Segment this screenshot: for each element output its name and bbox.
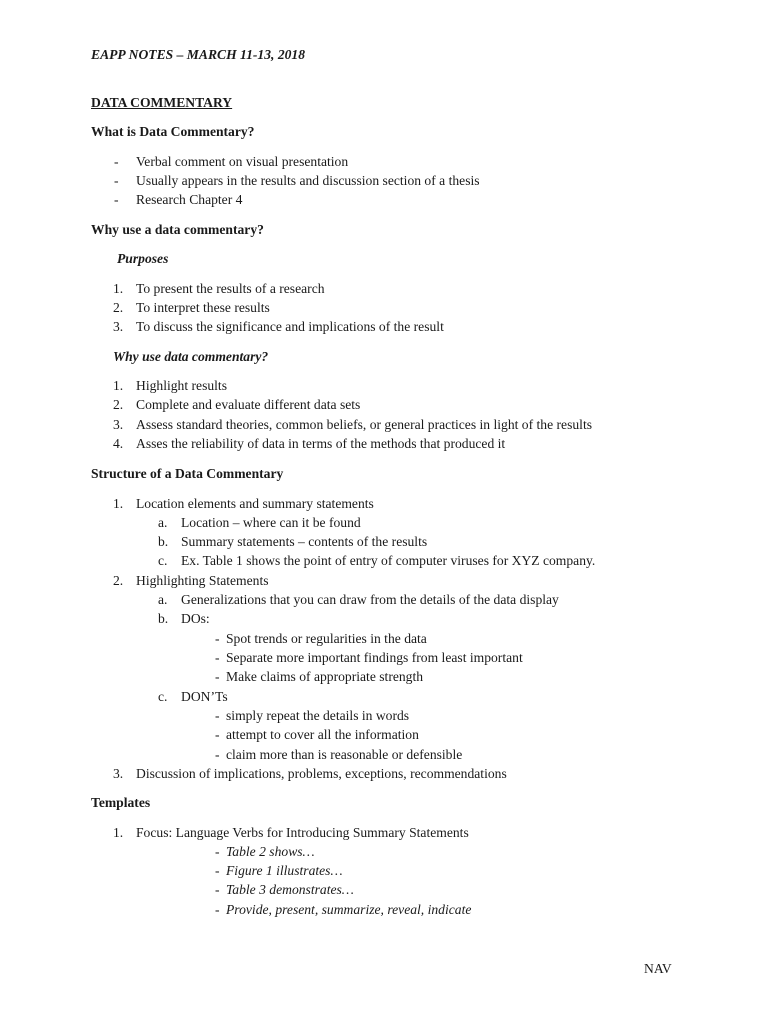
heading-structure: Structure of a Data Commentary [91, 466, 284, 481]
heading-templates: Templates [91, 795, 151, 810]
list-number: 4. [113, 436, 124, 451]
subheading-purposes: Purposes [117, 251, 169, 266]
bullet-dash: - [215, 882, 220, 897]
bullet-dash: - [215, 727, 220, 742]
bullet-dash: - [215, 902, 220, 917]
list-item: Table 2 shows… [226, 844, 315, 859]
list-number: 2. [113, 397, 124, 412]
bullet-dash: - [215, 708, 220, 723]
list-number: 2. [113, 573, 124, 588]
list-number: 2. [113, 300, 124, 315]
bullet-dash: - [215, 747, 220, 762]
list-number: 3. [113, 766, 124, 781]
list-item: claim more than is reasonable or defensible [226, 747, 463, 762]
list-item: attempt to cover all the information [226, 727, 419, 742]
list-letter: a. [158, 515, 168, 530]
list-item: Research Chapter 4 [136, 192, 243, 207]
list-item: Summary statements – contents of the results [181, 534, 428, 549]
bullet-dash: - [114, 154, 119, 169]
bullet-dash: - [215, 650, 220, 665]
list-number: 1. [113, 496, 124, 511]
subheading-why: Why use data commentary? [113, 349, 269, 364]
list-letter: a. [158, 592, 168, 607]
list-letter: c. [158, 553, 168, 568]
list-item: Table 3 demonstrates… [226, 882, 354, 897]
list-item: Location elements and summary statements [136, 496, 374, 511]
heading-why-use: Why use a data commentary? [91, 222, 264, 237]
bullet-dash: - [114, 192, 119, 207]
section-title: DATA COMMENTARY [91, 95, 233, 110]
list-item: Generalizations that you can draw from the details of the data display [181, 592, 559, 607]
list-item: Highlighting Statements [136, 573, 269, 588]
list-letter: b. [158, 534, 169, 549]
list-item: Highlight results [136, 378, 228, 393]
document-header: EAPP NOTES – MARCH 11-13, 2018 [91, 47, 306, 62]
bullet-dash: - [215, 863, 220, 878]
list-item: DON’Ts [181, 689, 228, 704]
list-item: Complete and evaluate different data sets [136, 397, 361, 412]
bullet-dash: - [215, 631, 220, 646]
list-item: Asses the reliability of data in terms of the methods that produced it [136, 436, 506, 451]
list-number: 1. [113, 378, 124, 393]
list-number: 1. [113, 281, 124, 296]
list-item: Usually appears in the results and discussion section of a thesis [136, 173, 480, 188]
list-item: Verbal comment on visual presentation [136, 154, 349, 169]
list-number: 3. [113, 319, 124, 334]
list-letter: c. [158, 689, 168, 704]
list-item: Spot trends or regularities in the data [226, 631, 427, 646]
list-item: To discuss the significance and implications of the result [136, 319, 444, 334]
bullet-dash: - [215, 844, 220, 859]
list-item: simply repeat the details in words [226, 708, 410, 723]
heading-what-is: What is Data Commentary? [91, 124, 255, 139]
list-item: Provide, present, summarize, reveal, indicate [226, 902, 472, 917]
list-item: Make claims of appropriate strength [226, 669, 424, 684]
list-number: 3. [113, 417, 124, 432]
list-item: Location – where can it be found [181, 515, 361, 530]
bullet-dash: - [215, 669, 220, 684]
list-item: To present the results of a research [136, 281, 325, 296]
list-item: Ex. Table 1 shows the point of entry of computer viruses for XYZ company. [181, 553, 596, 568]
list-item: DOs: [181, 611, 210, 626]
footer-initials: NAV [644, 961, 672, 976]
list-item: Discussion of implications, problems, exceptions, recommendations [136, 766, 507, 781]
list-number: 1. [113, 825, 124, 840]
list-item: Separate more important findings from least important [226, 650, 523, 665]
list-letter: b. [158, 611, 169, 626]
list-item: To interpret these results [136, 300, 270, 315]
list-item: Figure 1 illustrates… [226, 863, 343, 878]
bullet-dash: - [114, 173, 119, 188]
list-item: Focus: Language Verbs for Introducing Summary Statements [136, 825, 469, 840]
list-item: Assess standard theories, common beliefs, or general practices in light of the results [136, 417, 593, 432]
